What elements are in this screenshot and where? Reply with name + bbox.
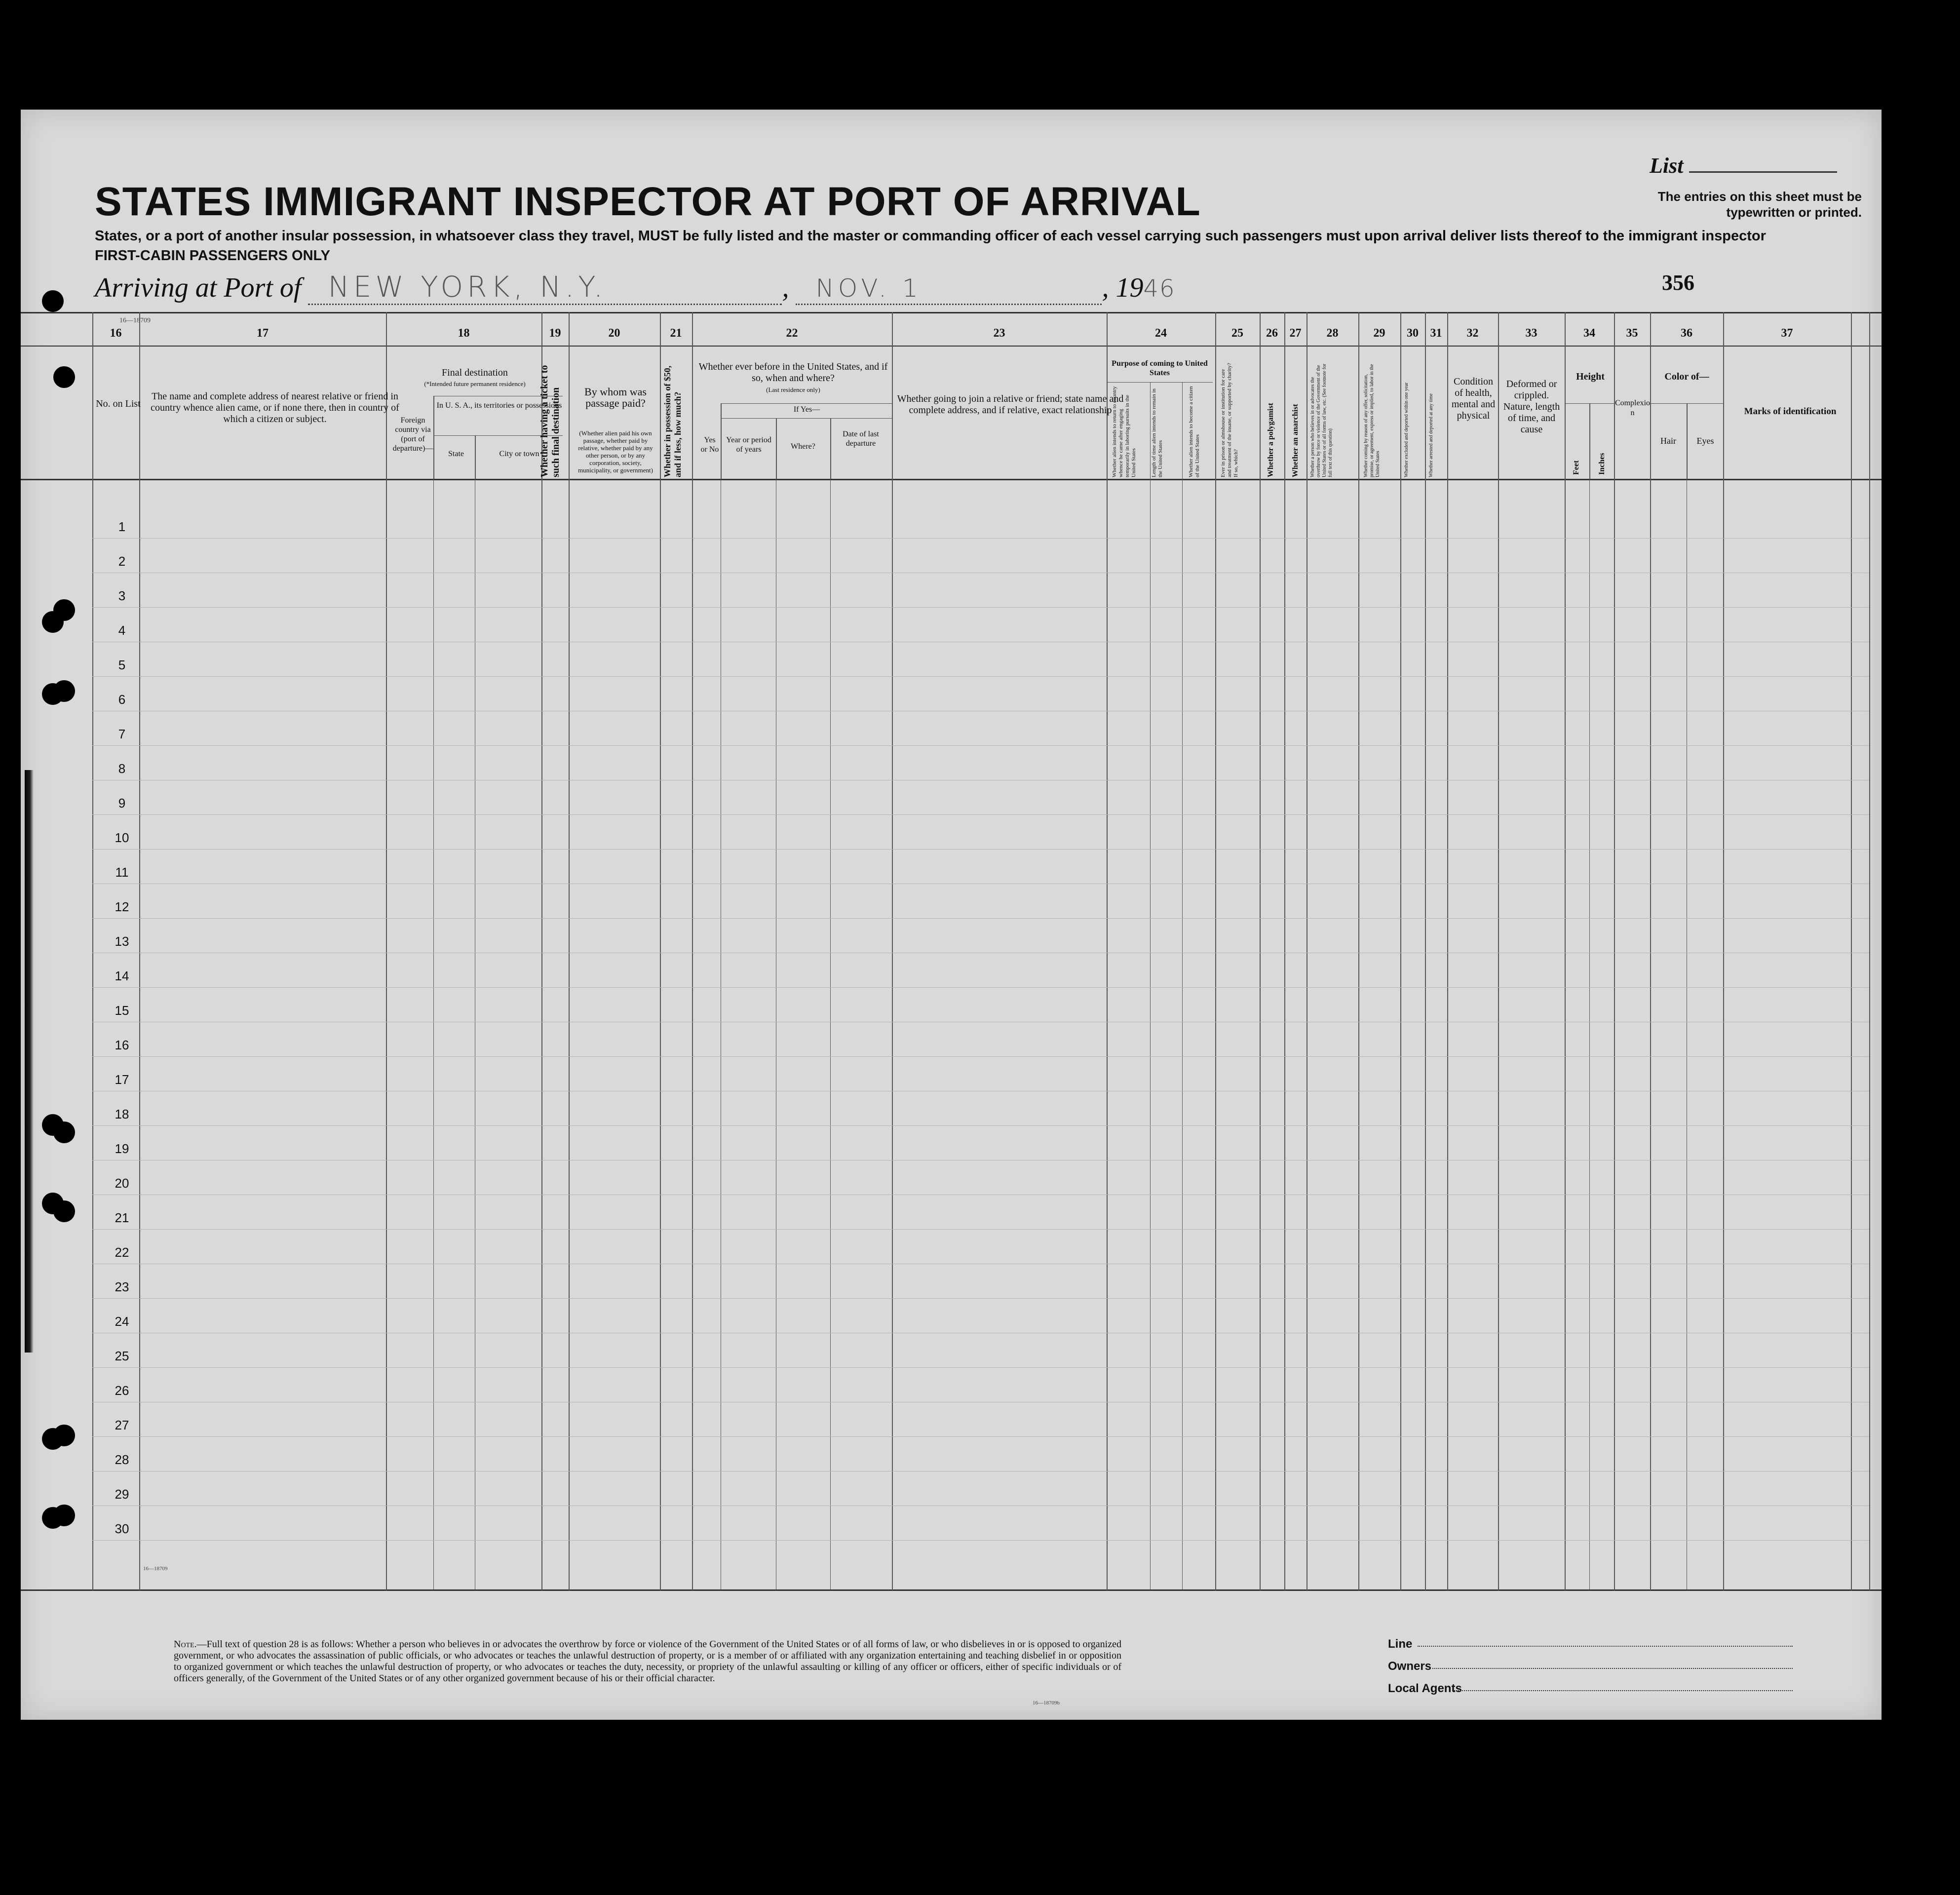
column-number: 23: [993, 327, 1005, 340]
column-rule: [692, 312, 693, 1590]
header-purpose: Purpose of coming to United States: [1112, 359, 1208, 377]
header-no-on-list: No. on List: [96, 398, 141, 409]
column-number: 27: [1289, 327, 1302, 340]
row-number: 5: [118, 657, 126, 672]
header-overthrow: Whether a person who believes in or advocates the overthrow by force or violence of the Government of the United States or of all forms of law, etc. (See footnote for full text of this question): [1310, 363, 1333, 477]
row-number: 23: [115, 1279, 129, 1294]
header-foreign-country: Foreign country via (port of departure)—: [392, 416, 433, 453]
punch-hole: [53, 366, 75, 388]
column-number: 35: [1626, 327, 1638, 340]
column-rule: [1650, 312, 1651, 1590]
table-row: [92, 1298, 1869, 1299]
row-number: 9: [118, 796, 126, 811]
column-rule: [1400, 312, 1401, 1590]
date-handwritten: NOV. 1: [815, 274, 922, 303]
header-eyes: Eyes: [1696, 436, 1714, 446]
column-number: 33: [1525, 327, 1537, 340]
column-rule: [1723, 312, 1724, 1590]
port-handwritten: NEW YORK, N.Y.: [328, 270, 607, 304]
column-number: 32: [1466, 327, 1479, 340]
table-row: [92, 814, 1869, 815]
header-if-yes: If Yes—: [793, 405, 820, 414]
punch-hole: [53, 680, 75, 702]
column-number-rule: [21, 346, 1882, 347]
column-number: 28: [1326, 327, 1339, 340]
arriving-label: Arriving at Port of: [95, 272, 302, 303]
table-row: [92, 1367, 1869, 1368]
header-inches: Inches: [1598, 453, 1606, 475]
column-rule: [1447, 312, 1448, 1590]
column-rule: [1869, 312, 1870, 1590]
table-row: [92, 676, 1869, 677]
column-rule: [1284, 312, 1285, 1590]
row-number: 15: [115, 1003, 129, 1018]
header-bottom-rule: [21, 479, 1882, 480]
punch-hole: [53, 599, 75, 621]
header-hair: Hair: [1660, 436, 1676, 446]
table-row: [92, 987, 1869, 988]
row-number: 2: [118, 554, 126, 569]
header-in-usa: In U. S. A., its territories or possessions: [436, 401, 562, 410]
column-rule: [660, 312, 661, 1590]
column-rule: [569, 312, 570, 1590]
header-color-of: Color of—: [1664, 371, 1709, 382]
page-title: STATES IMMIGRANT INSPECTOR AT PORT OF ARRIVAL: [95, 179, 1201, 224]
punch-hole: [42, 290, 64, 312]
table-row: [92, 1056, 1869, 1057]
column-rule: [1614, 312, 1615, 1590]
footnote: [174, 1639, 1121, 1684]
table-row: [92, 607, 1869, 608]
arrival-line: Arriving at Port of NEW YORK, N.Y. , NOV. 1 , 1946: [95, 270, 1176, 305]
header-final-destination-note: (*Intended future permanent residence): [424, 380, 526, 387]
column-rule: [541, 312, 542, 1590]
column-number: 31: [1430, 327, 1442, 340]
line-label: Line: [1388, 1637, 1413, 1651]
column-number: 29: [1373, 327, 1385, 340]
line-field: [1418, 1646, 1793, 1647]
column-number: 21: [670, 327, 682, 340]
header-ticket: Whether having a ticket to such final destination: [539, 365, 561, 477]
row-number: 17: [115, 1072, 129, 1087]
row-number: 18: [115, 1107, 129, 1122]
local-agents-label: Local Agents: [1388, 1682, 1462, 1695]
row-number: 8: [118, 761, 126, 776]
column-rule: [1498, 312, 1499, 1590]
row-number: 4: [118, 623, 126, 638]
header-fifty-dollars: Whether in possession of $50, and if less, how much?: [662, 365, 683, 477]
header-ever-before-note: (Last residence only): [766, 386, 820, 393]
header-purpose-length: Length of time alien intends to remain in the United States: [1151, 388, 1163, 477]
row-number: 21: [115, 1210, 129, 1225]
punch-hole: [53, 1425, 75, 1446]
row-number: 14: [115, 968, 129, 983]
row-number: 3: [118, 588, 126, 603]
header-anarchist: Whether an anarchist: [1291, 404, 1300, 477]
column-number: 30: [1407, 327, 1419, 340]
column-rule: [1358, 312, 1359, 1590]
table-row: [92, 745, 1869, 746]
column-rule: [92, 312, 93, 1590]
column-number: 36: [1681, 327, 1692, 340]
column-rule: [139, 312, 140, 1590]
header-height: Height: [1576, 371, 1605, 382]
row-number: 10: [115, 830, 129, 845]
row-number: 30: [115, 1521, 129, 1536]
column-number: 24: [1155, 327, 1167, 340]
header-arrested: Whether arrested and deported at any time: [1428, 393, 1434, 477]
column-rule: [1851, 312, 1852, 1590]
row-number: 16: [115, 1038, 129, 1052]
header-purpose-citizen: Whether alien intends to become a citizen of the United States: [1188, 386, 1200, 477]
table-row: [92, 918, 1869, 919]
table-row: [92, 1436, 1869, 1437]
column-number: 16: [110, 327, 122, 340]
punch-hole: [53, 1200, 75, 1222]
table-row: [92, 849, 1869, 850]
column-number: 25: [1231, 327, 1243, 340]
class-label: FIRST-CABIN PASSENGERS ONLY: [95, 248, 330, 264]
table-row: [92, 1540, 1869, 1541]
header-date-last-departure: Date of last departure: [843, 430, 879, 448]
row-number: 19: [115, 1141, 129, 1156]
row-number: 12: [115, 899, 129, 914]
row-number: 26: [115, 1383, 129, 1398]
column-rule: [1565, 312, 1566, 1590]
header-offer-labor: Whether coming by reason of any offer, solicitation, promise, or agreement, express or implied, to labor in the United States: [1363, 364, 1381, 477]
header-feet: Feet: [1572, 460, 1580, 475]
form-code-top: 16—18709: [119, 317, 151, 324]
footnote-label: Note.: [174, 1639, 197, 1650]
column-number: 18: [458, 327, 470, 340]
row-number: 7: [118, 727, 126, 741]
row-number: 29: [115, 1487, 129, 1502]
column-number: 34: [1583, 327, 1595, 340]
column-number: 37: [1781, 327, 1793, 340]
punch-hole: [53, 1122, 75, 1143]
header-yes-or-no: Yes or No: [700, 436, 719, 454]
column-number: 22: [786, 327, 798, 340]
table-row: [92, 1229, 1869, 1230]
column-number: 26: [1266, 327, 1278, 340]
torn-edge: [25, 770, 34, 1353]
column-rule: [1107, 312, 1108, 1590]
typewritten-note: The entries on this sheet must be typewritten or printed.: [1657, 189, 1862, 220]
table-row: [92, 1125, 1869, 1126]
row-number: 27: [115, 1418, 129, 1432]
footnote-text: —Full text of question 28 is as follows: Whether a person who believes in or advocates the overthrow by force or violence of the Government of the United States or of all forms of law, or who disbelieves in or is opposed to organized government, or who advocates the assassination of public officials, or who advocates or teaches the unlawful destruction of property, or is a member of or affiliated with any organization entertaining and teaching disbelief in or opposition to organized government or which teaches the unlawful destruction of property, or who advocates or teaches the duty, necessity, or propriety of the unlawful assaulting or killing of any officer or officers, either of specific individuals or of officers generally, of the Government of the United States or of any other organized government because of his or their official character.: [174, 1639, 1121, 1684]
row-number: 20: [115, 1176, 129, 1191]
sheet-number: 356: [1662, 271, 1694, 295]
row-number: 25: [115, 1349, 129, 1363]
instruction-text: States, or a port of another insular possession, in whatsoever class they travel, MUST be fully listed and the master or commanding officer of each vessel carrying such passengers must upon arrival deliver lists thereof to the immigrant inspector: [95, 228, 1766, 244]
row-number: 28: [115, 1452, 129, 1467]
column-rule: [892, 312, 893, 1590]
column-number: 17: [257, 327, 269, 340]
column-number: 20: [608, 327, 620, 340]
manifest-sheet: [21, 110, 1882, 1720]
port-field: [308, 270, 782, 305]
header-polygamist: Whether a polygamist: [1267, 403, 1275, 477]
header-state: State: [448, 450, 464, 458]
header-prison: Ever in prison or almshouse or institution for care and treatment of the insane, or supported by charity? If so, which?: [1220, 363, 1239, 477]
owners-label: Owners: [1388, 1660, 1432, 1673]
row-number: 22: [115, 1245, 129, 1260]
table-bottom-rule: [21, 1589, 1882, 1591]
column-rule: [1425, 312, 1426, 1590]
column-rule: [386, 312, 387, 1590]
header-deformed: Deformed or crippled. Nature, length of time, and cause: [1503, 379, 1560, 435]
header-final-destination: Final destination: [442, 367, 508, 378]
header-passage-note: (Whether alien paid his own passage, whether paid by relative, whether paid by any other person, or by any corporation, society, municipality, or government): [578, 429, 653, 474]
row-number: 11: [115, 865, 129, 880]
table-row: [92, 538, 1869, 539]
row-number: 24: [115, 1314, 129, 1329]
column-number: 19: [549, 327, 561, 340]
header-where: Where?: [791, 442, 815, 451]
row-number: 13: [115, 934, 129, 949]
column-rule: [1215, 312, 1216, 1590]
year-handwritten: 46: [1143, 275, 1176, 303]
list-label: List: [1650, 154, 1684, 178]
header-marks: Marks of identification: [1744, 406, 1837, 417]
year-printed: 19: [1115, 272, 1144, 303]
header-city: City or town: [499, 450, 539, 458]
list-number-line: [1689, 171, 1837, 173]
row-number: 1: [118, 519, 126, 534]
header-purpose-return: Whether alien intends to return to country whence he came after engaging temporarily in laboring pursuits in the United States: [1112, 386, 1137, 477]
header-join-relative: Whether going to join a relative or friend; state name and complete address, and if relative, exact relationship: [897, 393, 1124, 416]
footnote-code: 16—18709b: [1033, 1700, 1060, 1706]
header-health: Condition of health, mental and physical: [1451, 376, 1496, 421]
local-agents-field: [1452, 1690, 1793, 1691]
table-top-rule: [21, 312, 1882, 313]
punch-hole: [53, 1505, 75, 1526]
header-year-period: Year or period of years: [726, 436, 771, 454]
column-rule: [1260, 312, 1261, 1590]
owners-field: [1432, 1668, 1793, 1669]
header-excluded: Whether excluded and deported within one year: [1404, 382, 1409, 477]
header-ever-before: Whether ever before in the United States, and if so, when and where?: [698, 361, 888, 384]
header-passage-paid: By whom was passage paid?: [584, 386, 647, 409]
row-number: 6: [118, 692, 126, 707]
form-code-bottom: 16—18709: [143, 1566, 168, 1572]
header-nearest-relative: The name and complete address of nearest relative or friend in country whence alien came, or if none there, then in country of which a citizen or subject.: [151, 391, 399, 425]
header-complexion: Complexion: [1614, 399, 1651, 417]
date-field: [796, 272, 1102, 305]
